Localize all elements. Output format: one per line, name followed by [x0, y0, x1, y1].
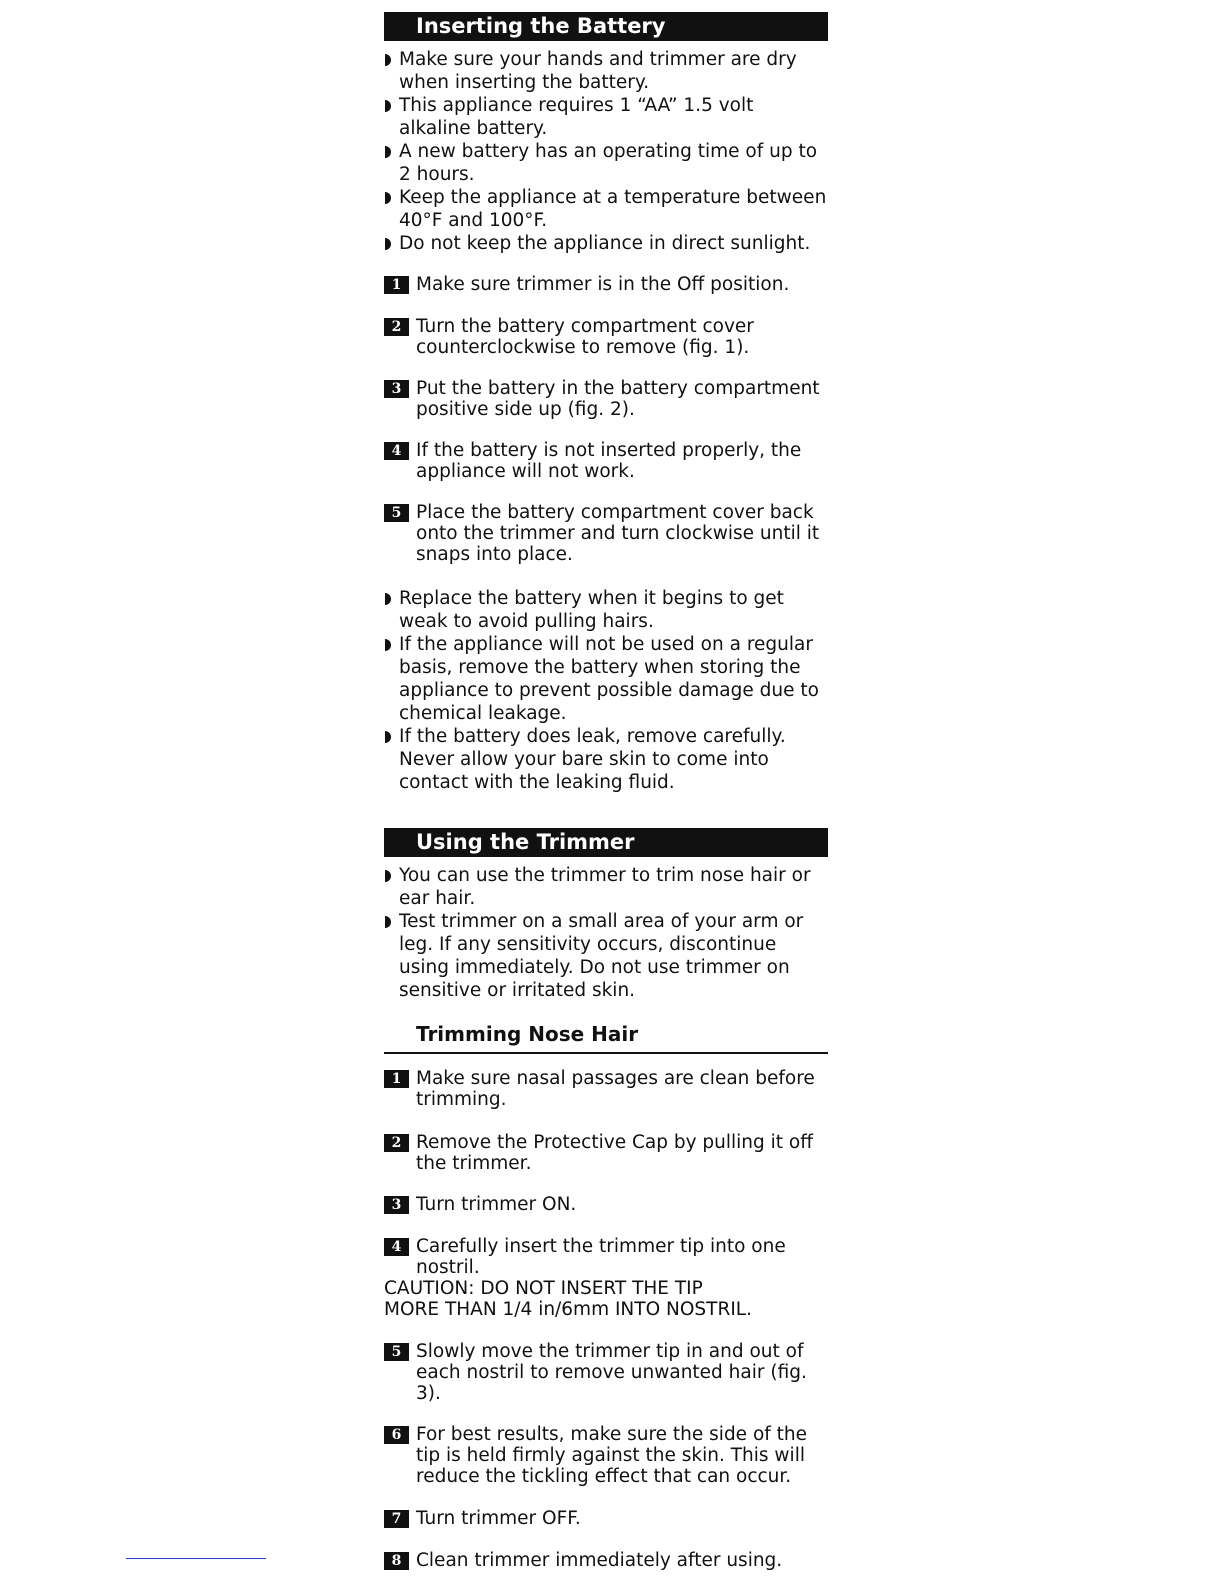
bullet-item: If the battery does leak, remove carefully. Never allow your bare skin to come into contact with the leaking fluid.: [384, 725, 828, 794]
bullet-marker-icon: [385, 639, 391, 651]
footnote-rule: [126, 1558, 266, 1559]
step-item: 2 Remove the Protective Cap by pulling it off the trimmer.: [384, 1132, 828, 1174]
step-number-badge: 6: [384, 1426, 409, 1444]
bullet-marker-icon: [385, 593, 391, 605]
step-number-badge: 8: [384, 1552, 409, 1570]
step-number-badge: 2: [384, 1134, 409, 1152]
bullet-marker-icon: [385, 192, 391, 204]
step-number-badge: 5: [384, 1343, 409, 1361]
bullet-item: Keep the appliance at a temperature between 40°F and 100°F.: [384, 186, 828, 232]
bullet-marker-icon: [385, 731, 391, 743]
step-number-badge: 3: [384, 1196, 409, 1214]
step-number-badge: 1: [384, 1070, 409, 1088]
bullet-item: Test trimmer on a small area of your arm or leg. If any sensitivity occurs, discontinue using immediately. Do not use trimmer on sensitive or irritated skin.: [384, 910, 828, 1002]
section-title-using-trimmer: Using the Trimmer: [384, 828, 828, 857]
step-item: 2 Turn the battery compartment cover counterclockwise to remove (fig. 1).: [384, 316, 828, 358]
bullet-marker-icon: [385, 146, 391, 158]
step-item: 5 Place the battery compartment cover back onto the trimmer and turn clockwise until it snaps into place.: [384, 502, 828, 565]
bullet-item: Do not keep the appliance in direct sunlight.: [384, 232, 828, 255]
bullet-item: If the appliance will not be used on a regular basis, remove the battery when storing the appliance to prevent possible damage due to chemical leakage.: [384, 633, 828, 725]
bullet-item: A new battery has an operating time of up to 2 hours.: [384, 140, 828, 186]
bullet-marker-icon: [385, 100, 391, 112]
step-item: 1 Make sure nasal passages are clean before trimming.: [384, 1068, 828, 1110]
bullet-marker-icon: [385, 916, 391, 928]
bullet-item: This appliance requires 1 “AA” 1.5 volt alkaline battery.: [384, 94, 828, 140]
step-number-badge: 5: [384, 504, 409, 522]
step-item: 3 Put the battery in the battery compartment positive side up (fig. 2).: [384, 378, 828, 420]
step-number-badge: 1: [384, 276, 409, 294]
bullet-item: You can use the trimmer to trim nose hair or ear hair.: [384, 864, 828, 910]
step-number-badge: 2: [384, 318, 409, 336]
bullet-marker-icon: [385, 238, 391, 250]
bullet-marker-icon: [385, 870, 391, 882]
step-item: 7 Turn trimmer OFF.: [384, 1508, 828, 1529]
step-item: 4 Carefully insert the trimmer tip into one nostril.: [384, 1236, 828, 1278]
step-item: 5 Slowly move the trimmer tip in and out of each nostril to remove unwanted hair (fig. 3).: [384, 1341, 828, 1404]
caution-note: CAUTION: DO NOT INSERT THE TIP MORE THAN 1/4 in/6mm INTO NOSTRIL.: [384, 1278, 752, 1320]
step-number-badge: 7: [384, 1510, 409, 1528]
step-number-badge: 4: [384, 1238, 409, 1256]
bullet-item: Make sure your hands and trimmer are dry when inserting the battery.: [384, 48, 828, 94]
step-item: 1 Make sure trimmer is in the Off position.: [384, 274, 828, 295]
step-item: 8 Clean trimmer immediately after using.: [384, 1550, 828, 1571]
subheading-trimming-nose-hair: Trimming Nose Hair: [384, 1020, 828, 1054]
bullet-marker-icon: [385, 54, 391, 66]
step-item: 3 Turn trimmer ON.: [384, 1194, 828, 1215]
section-title-inserting-battery: Inserting the Battery: [384, 12, 828, 41]
manual-column: [384, 12, 828, 1571]
step-item: 6 For best results, make sure the side of the tip is held firmly against the skin. This will reduce the tickling effect that can occur.: [384, 1424, 828, 1487]
bullet-item: Replace the battery when it begins to get weak to avoid pulling hairs.: [384, 587, 828, 633]
step-item: 4 If the battery is not inserted properly, the appliance will not work.: [384, 440, 828, 482]
step-number-badge: 3: [384, 380, 409, 398]
step-number-badge: 4: [384, 442, 409, 460]
